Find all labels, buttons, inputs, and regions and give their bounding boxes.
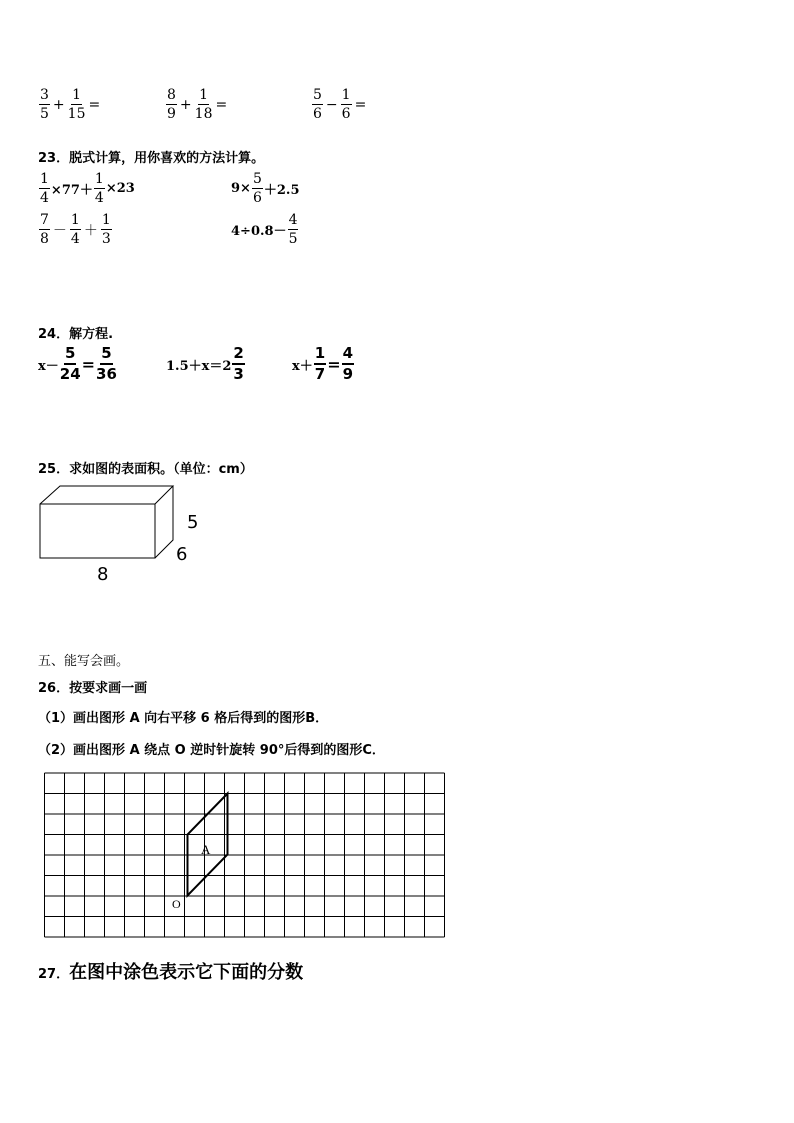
fraction: $\frac{1}{4}$ [40, 171, 49, 206]
fraction: $\frac{1}{4}$ [70, 212, 80, 247]
cuboid-figure [38, 484, 178, 564]
q26-sub2: （2）画出图形 A 绕点 O 逆时针旋转 90°后得到的图形C． [38, 743, 385, 758]
q23-expr-3: $\frac{7}{8}$ － $\frac{1}{4}$ ＋ $\frac{1}{3}$ [40, 212, 111, 247]
q23-expr-4: 4÷0.8－ $\frac{4}{5}$ [231, 212, 298, 247]
q26-sub1: （1）画出图形 A 向右平移 6 格后得到的图形B． [38, 711, 329, 726]
point-o-label: O [172, 897, 181, 911]
fraction: $\frac{7}{8}$ [40, 212, 49, 247]
q27-title [38, 958, 303, 984]
fraction: $\frac{4}{9}$ [342, 344, 354, 383]
q25-title: 25．求如图的表面积。（单位：cm） [38, 462, 253, 477]
fraction: $\frac{1}{15}$ [67, 87, 86, 122]
fraction: $\frac{3}{5}$ [40, 87, 49, 122]
fraction: $\frac{4}{5}$ [288, 212, 298, 247]
cuboid-side-face [155, 486, 173, 558]
fraction: $\frac{1}{7}$ [314, 344, 326, 383]
fraction: $\frac{1}{4}$ [94, 171, 104, 206]
cuboid-front-face [40, 504, 155, 558]
q23-title: 23．脱式计算，用你喜欢的方法计算。 [38, 151, 265, 166]
fraction: $\frac{5}{24}$ [59, 344, 81, 383]
expr-row1-2: $\frac{8}{9}$ + $\frac{1}{18}$ = [167, 87, 228, 122]
cuboid-top-face [40, 486, 173, 504]
q24-equation-2: 1.5＋x＝2 $\frac{2}{3}$ [166, 344, 244, 383]
expr-row1-3: $\frac{5}{6}$ − $\frac{1}{6}$ = [313, 87, 367, 122]
fraction: $\frac{8}{9}$ [167, 87, 176, 122]
fraction: $\frac{5}{6}$ [313, 87, 322, 122]
grid-lines [45, 773, 445, 937]
q27-number: 27． [38, 967, 70, 982]
q24-equation-3: x＋ $\frac{1}{7}$ = $\frac{4}{9}$ [292, 344, 354, 383]
fraction: $\frac{5}{36}$ [96, 344, 117, 383]
section5-title: 五、能写会画。 [38, 654, 130, 669]
q27-text: 在图中涂色表示它下面的分数 [69, 962, 304, 983]
fraction: $\frac{1}{3}$ [101, 212, 111, 247]
q24-title: 24．解方程. [38, 327, 114, 342]
cuboid-length-label: 8 [97, 564, 109, 585]
expr-row1-1: $\frac{3}{5}$ + $\frac{1}{15}$ = [40, 87, 101, 122]
q26-title: 26．按要求画一画 [38, 681, 148, 696]
cuboid-height-label: 5 [187, 512, 199, 533]
q24-equation-1: x－ $\frac{5}{24}$ = $\frac{5}{36}$ [38, 344, 117, 383]
q23-expr-2: 9× $\frac{5}{6}$ ＋2.5 [231, 171, 300, 206]
grid-figure [44, 772, 446, 942]
cuboid-width-label: 6 [176, 544, 188, 565]
fraction: $\frac{1}{6}$ [341, 87, 351, 122]
fraction: $\frac{2}{3}$ [233, 344, 244, 383]
fraction: $\frac{1}{18}$ [194, 87, 213, 122]
fraction: $\frac{5}{6}$ [252, 171, 262, 206]
q23-expr-1: $\frac{1}{4}$ ×77＋ $\frac{1}{4}$ ×23 [40, 171, 135, 206]
shape-a-label: A [201, 842, 211, 857]
